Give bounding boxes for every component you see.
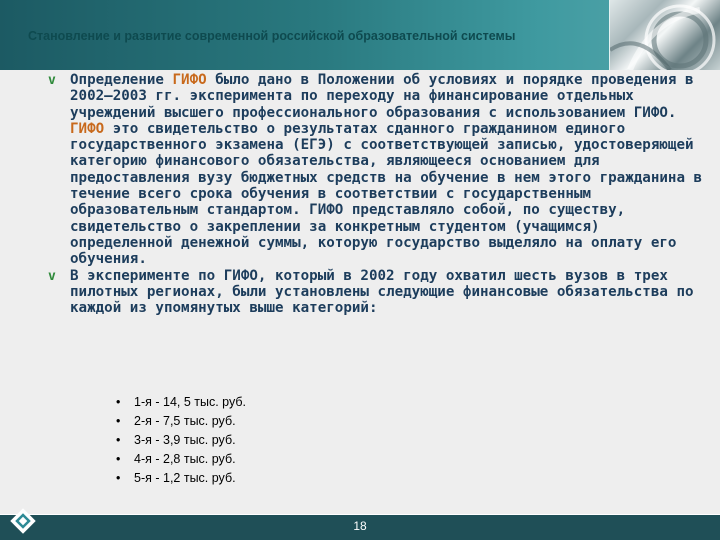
bullet-dot-icon: • (116, 433, 121, 447)
list-item (116, 431, 246, 450)
slide-content (48, 72, 708, 316)
header-decoration-image (610, 0, 720, 70)
list-item (116, 450, 246, 469)
checkmark-bullet-icon: v (48, 73, 56, 88)
text-segment: было дано в Положении об условиях и порядке проведения в 2002–2003 гг. эксперимента по переходу на финансирование отдельных учреждений высшего профессионального образования с использованием ГИФО. (70, 72, 694, 121)
list-item (116, 412, 246, 431)
page-number: 18 (353, 519, 367, 533)
paragraph-definition (48, 72, 708, 268)
list-item-text: 3-я - 3,9 тыс. руб. (134, 433, 236, 447)
list-item-text: 2-я - 7,5 тыс. руб. (134, 414, 236, 428)
diamond-logo-icon (8, 506, 38, 536)
metal-spheres-icon (610, 0, 720, 70)
checkmark-bullet-icon: v (48, 268, 56, 284)
bullet-dot-icon: • (116, 414, 121, 428)
category-list (116, 393, 246, 488)
list-item-text: 1-я - 14, 5 тыс. руб. (134, 395, 247, 409)
term-highlight: ГИФО (70, 120, 105, 137)
text-segment: это свидетельство о результатах сданного гражданином единого государственного экзамена (ЕГЭ) с соответствующей записью, удостоверяющей категорию финансового обязательства, являющееся основанием для предоставления вузу бюджетных средств на обучение в нем этого гражданина в течение всего срока обучения в соответствии с государственным образовательным стандартом. ГИФО представляло собой, по существу, свидетельство о закреплении за конкретным студентом (учащимся) определенной денежной суммы, которую государство выделяло на оплату его обучения. (70, 120, 703, 268)
list-item (116, 469, 246, 488)
list-item-text: 5-я - 1,2 тыс. руб. (134, 471, 236, 485)
text-segment: В эксперименте по ГИФО, который в 2002 году охватил шесть вузов в трех пилотных регионах, были установлены следующие финансовые обязательства по каждой из упомянутых выше категорий: (70, 267, 694, 317)
paragraph-experiment (48, 268, 708, 317)
bullet-dot-icon: • (116, 395, 121, 409)
bullet-dot-icon: • (116, 471, 121, 485)
list-item (116, 393, 246, 412)
text-segment: Определение (70, 72, 173, 88)
slide-title: Становление и развитие современной российской образовательной системы (28, 29, 516, 43)
slide-header (0, 0, 720, 70)
bullet-dot-icon: • (116, 452, 121, 466)
list-item-text: 4-я - 2,8 тыс. руб. (134, 452, 236, 466)
term-highlight: ГИФО (172, 72, 207, 88)
